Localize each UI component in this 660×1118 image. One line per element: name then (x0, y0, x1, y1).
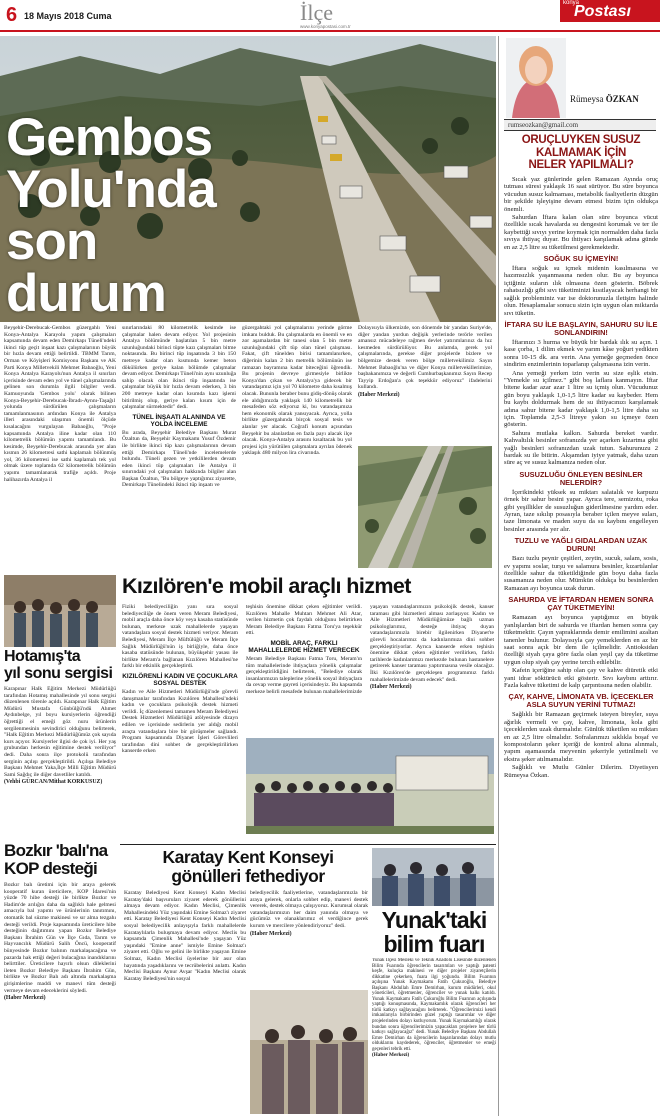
masthead-title: Postası (574, 3, 631, 20)
yunak-body: Yunak İlçesi Mesleki ve Teknik Anadolu Lisesinde düzenlenen Bilim Fuarında öğrencilerin tasarımları ve yaptığı patenti keşfe, kuluçka makinesi ve diğer projeler ziyaretçilerin dikkatine çekerken, fuara ilgi yoğundu. Bilim Fuarının açılışına Yunak Kaymakamı Fatih Çukuroğlu, Belediye Başkanı Abdullah Emre Demirhan, kurum müdürleri, okul yöneticileri, öğretmenler, öğrenciler ve yunak halkı katıldı. Yunak Kaymakamı Fatih Çukuroğlu Bilim Fuarının açılışında yaptığı konuşmasında, Kaymakamlık olarak öğrencileri her türlü katkıyı sağlayacağını belirterek. "Öğrencilerimizi kendi imkanlarıyla birbirinden güzel yaptığı tasarımlar ve diğer projelerinden dolayı kutluyorum. Yunak Kaymakamlığı olarak bundan sonra öğrencilerimizin yapacakları projelere her türlü katkıyı sağlayacağız" dedi. Yunak Belediye Başkanı Abdullah Emre Demirhan da öğrencilerin başarılarından dolayı mutlu olduklarını kaydederek, öğrenciler, öğretmenler ve emeği geçenleri tebrik etti. (372, 958, 496, 1052)
mobile-col3-author: (Haber Merkezi) (370, 684, 412, 691)
lead-inset-photo (358, 446, 492, 568)
divider-1 (120, 844, 496, 845)
mobile-col1-text-b: Kadın ve Aile Hizmetleri Müdürlüğü'nde görevli danışmanlar tarafından Kızılören Mahallesi'ndeki kadın ve çocuklara psikolojik destek hizmeti verildi. İç düzenlemesi tamamen Meram Belediyesi Destek Hizmetleri Müdürlüğü atölyesinde dizayn edilen ve içerisinde sedirlerin yer aldığı mobil araçta vatandaşlara bire bir görüşmeler sağlandı. Program kapsamında Diyanet İşleri Görevlileri tarafından dini sohbet de gerçekleştirilirken kanserde erken (122, 688, 238, 755)
mobile-vehicle-group-image (246, 738, 494, 834)
issue-date: 18 Mayıs 2018 Cuma (24, 11, 112, 21)
columnist-portrait (506, 38, 566, 118)
yunak-headline-1: Yunak'taki (381, 907, 487, 933)
lead-col1-text: Beyşehir-Derebucak-Gembos güzergahlı Yeni Konya-Antalya Karayolu yapım çalışmaları kapsamında devam eden Demirkapı Tüneli'ndeki ikinci tüp geçit inşaat kazı çalışmalarının büyük bir hızla devam ettiği belirtildi. TBMM Tarım, Orman ve Köyişleri Komisyonu Başkanı ve AK Parti Konya Milletvekili Mehmet Babaoğlu, Yeni Konya Antalya Karayolu'nun Antalya il sınırları içerisinde devam eden yol ve tünel çalışmalarında gelinen son durumla ilgili bilgiler verdi. Kamuoyunda 'Gembos yolu' olarak bilinen Konya-Beyşehir-Derebucak-İbradı-Aynnı-Taşağıl yolunda sürdürülen çalışmaların tamamlanmasının ardından Konya ile Antalya illeri arasındaki ulaşımın önemli ölçüde kısalacağını vurgulayan Babaoğlu, "Proje kapsamında Antalya iline kadar olan 110 kilometrelik bölümün yapımı tamamlandı. Bu kesimde, Beyşehir-Derebucak arasında yer alan kısmın 26 kilometresi sathi kaplamalı bölünmüş yol, 36 kilometresi ise sathi kaplamalı tek yol olmak üzere toplamda 62 kilometrelik bölümün yapımı tamamlanarak trafiğe açıldı. Proje halihazırda Antalya il (4, 325, 116, 483)
lead-headline (6, 108, 256, 323)
columnist-email-bar (504, 119, 656, 131)
column-sub-5: SAHURDA VE İFTARDAN HEMEN SONRA ÇAY TÜKETMEYİN! (508, 595, 654, 613)
columnist-email[interactable]: rumseozkan@gmail.com (508, 121, 579, 129)
lead-headline-line1: Gembos (6, 108, 213, 167)
bozkir-text (4, 882, 116, 1114)
mobile-column-1 (122, 604, 238, 842)
hotamis-photo (4, 575, 116, 647)
karatay-author: (Haber Merkezi) (250, 930, 292, 937)
lead-col2-subhead: TÜNEL İNŞAATI ALANINDA VE YOLDA İNCELEME (132, 413, 226, 428)
columnist-photo (506, 38, 566, 118)
masthead-logo (560, 0, 660, 22)
column-title-3: NELER YAPILMALI? (528, 159, 634, 171)
mobile-headline: Kızılören'e mobil araçlı hizmet (122, 574, 411, 598)
column-p9: Ramazan ayı boyunca yaptığımız en büyük yanlışlardan biri de sahurda ve iftardan hemen sonra çay tüketmektir. Çayın yapraklarında demir emilimini azaltan tanenler bulunur. Dolayısıyla çay yemeklerden en az bir saat sonra açık bir dem ile içilmelidir. Antioksidan özelliği siyah çaya göre fazla olan yeşil çay da tüketime uygun olup siyah çay yerine tercih edilebilir. (504, 614, 658, 666)
bozkir-headline-2: KOP desteği (4, 859, 98, 878)
columnist-name (570, 94, 658, 104)
karatay-col1-text: Karatay Belediyesi Kent Konseyi Kadın Meclisi Karatay'daki başvuruları ziyaret ederek gönüllerini almaya devam ediyor. Kadın Meclisi, Çimenlik Mahallesindeki Yüz yaşındaki Emine Solmaz'ı ziyaret etti. Karatay Belediyesi Kent Konseyi Kadın Meclisi sosyal belediyecilik anlayışıyla farklı mahallelerde Karataylılarla buluşmaya devam ediyor. Meclis bu kapsamda Çimenlik Mahallesi'nde yaşayan Yüz yaşındaki "Emine anne" ismiyle Emine Solmaz'ı ziyaret etti. Oğlu ve gelini ile birlikte yaşayan Emine Solmaz, Kadın Meclisi üyelerine bir asır olan hayatında yaşadıklarını ve tecrübelerini anlattı. Kadın Meclisi Başkanı Aynur Avşar "Kadın Meclisi olarak Karatay Belediyesi'nin sosyal (124, 890, 246, 982)
lead-headline-line3: son durum (6, 212, 166, 323)
karatay-photo (250, 990, 368, 1114)
column-title-2: KALMAMAK İÇİN (535, 146, 626, 159)
lead-headline-line2: Yolu'nda (6, 160, 216, 219)
header-rule (0, 30, 660, 32)
lead-column-3 (242, 325, 352, 573)
column-title-1: ORUÇLUYKEN SUSUZ (521, 134, 641, 146)
lead-col4-author: (Haber Merkezi) (358, 391, 400, 398)
hotamis-headline-2: yıl sonu sergisi (4, 665, 113, 682)
science-fair-image (372, 848, 494, 906)
columnist-first-name: Rümeysa (570, 94, 604, 104)
mobile-group-photo (246, 738, 494, 834)
column-p7: İçerikindeki yüksek su miktarı salatalık ve karpuzu örnek bir sahur besini yapar. Ayrıca tere, semizotu, roka gibi yeşillikler de susuzluğun giderilmesine yardım eder. Ayran, taze sıkılıp posasıyla beraber içilen meyve suları, taze limonata ve maden suyu da su kaybını engelleyen besinler arasında yer alır. (504, 488, 658, 533)
karatay-headline-1: Karatay Kent Konseyi (162, 847, 334, 867)
yunak-photo (372, 848, 494, 906)
column-p1: Sıcak yaz günlerinde gelen Ramazan Ayında oruç tutması süresi yaklaşık 16 saat sürüyor. Bu süre boyunca vücudun susuz kalmaması, metabolik faaliyetlerin düzgün bir şekilde işleyişine devam etmesi bizim için oldukça önemli. (504, 176, 658, 213)
column-divider (498, 36, 499, 1116)
hotamis-body: Karapınar Halk Eğitim Merkezi Müdürlüğü tarafından Hotamış mahallesinde yıl sonu sergisi düzenlenen törenle açıldı. Karapınar Halk Eğitim Müdürü Mustafa Günbülğü'ndü Ahmet Aydınbelge, yıl boyu kursiyerlerin öğrendiği öğrettiği el emeği göz nuru ürünlerin sergilenmesinin sevindirici olduğunu belirterek, "Halk Eğitim Merkezi Müdürlüğümüz çok sayıda kurs açıyor. Kursiyerler ilgisi de çok iyi. Her yaş grubundan herkesin eğitimine destek veriliyor" dedi. Daha sonra ilçe protokolü tarafından serginin açılışı gerçekleştirildi. Açılışa Belediye Başkanı Mehmet Yaka,İlçe Milli Eğitim Müdürü Sami Sağdıç ile diğer davetliler katıldı. (4, 686, 116, 778)
bozkir-headline (4, 842, 118, 878)
column-sub-2: İFTARA SU İLE BAŞLAYIN, SAHURU SU İLE SONLANDIRIN! (504, 319, 658, 337)
lead-column-2 (122, 325, 236, 573)
mobile-col2-text: teşhisin önemine dikkat çeken eğitimler verildi. Kızılören Mahalle Muhtarı Mehmet Ali Atar, verilen hizmetin çok faydalı olduğunu belirtirken Meram Belediye Başkanı Fatma Toru'ya teşekkür etti. (246, 604, 362, 637)
hotamis-headline-1: Hotamış'ta (4, 648, 81, 665)
karatay-visit-image (250, 990, 368, 1114)
mobile-col3-text: yaşayan vatandaşlarımızın psikolojik destek, kanser taraması gibi hizmetleri alması zorlaşıyor. Kadın ve Aile Hizmetleri Müdürlüğümüze bağlı uzman psikologlarımız, desteğe ihtiyaç duyan vatandaşlarımızla birebir ilgilenirken Diyanet'te görevli hocalarımız da kadınlarımıza dini sohbet gerçekleştiriyorlar. Ayrıca kanserde erken teşhisin önemine dikkat çeken eğitimler verilirken, farklı tarihlerde kadınlarımızı merkezde bulunan hastanelere getirerek kanser taraması yaptırmasına vesile olacağız. İlki Kızılören'de gerçekleşen programımız farklı mahallelerimizde devam edecek" dedi. (370, 604, 494, 683)
karatay-col2-text: belediyecilik faaliyetlerine, vatandaşlarımızla bir araya gelerek, onlarla sohbet edip, manevi destek vererek, destek olmaya çalışıyoruz. Kurumsal olarak vatandaşlarımızın her daim yanında olmaya ve gücümüz ve olanaklarımız el verdiğince gerek kurum ve mercilere yönlendiriyoruz" dedi. (250, 890, 368, 929)
karatay-headline (124, 848, 372, 886)
hotamis-author: (Vehbi GÜRCAN/Mithat KORKUSUZ) (4, 779, 103, 786)
mobile-col2-text-b: Meram Belediye Başkanı Fatma Toru, Meram'ın tüm mahallelerinde ihtiyaçlara yönelik çalışmalar gerçekleştirildiğini belirterek, "Belediye olarak insanlarımızın taleplerine yönelik sosyal ihtiyaçlara da cevap verme gayreti içerisindeyiz. Bu kapsamda merkeze belirli mesafede bulunan mahallelerimizde (246, 655, 362, 695)
karatay-headline-2: gönülleri fethediyor (171, 866, 325, 886)
column-sub-6: ÇAY, KAHVE, LİMONATA VB. İÇECEKLER ASLA SUYUN YERİNİ TUTMAZ! (508, 692, 654, 710)
bozkir-headline-1: Bozkır 'balı'na (4, 841, 108, 860)
column-body (504, 176, 658, 1116)
section-title: İlçe (300, 0, 333, 25)
yunak-author: (Haber Merkezi) (372, 1052, 410, 1059)
column-p3: İftara soğuk su içmek midenin kasılmasına ve hazımsızlık yaşanmasına neden olur. Bu ay boyunca içtiğiniz suların ılık olmasına özen gösterin. Böbrek rahatsızlığı gibi sıvı tüketiminizi kısıtlayacak herhangi bir sağlık probleminiz var ise doktorunuzla iletişim halinde olun. Hesaplamalar sonucu sizin için uygun olan miktarda sıvı tüketin. (504, 265, 658, 317)
column-p5: Ana yemeği yerken izin verin su size eşlik etsin. "Yemekle su içilmez." gibi boş laflara kanmayın. İftar bitene kadar azar azar 1 litre su içmiş olun. Vücudunuz gün boyu yaklaşık 1,0-1,5 litre kadar su kaybeder. Hem bu kaybı doldurmak hem de su ihtiyacınızı karşılamak adına sahur bitene kadar yaklaşık 1,0-1,5 litre daha su için. Toplamda 2,5-3 litreye yakın su içmeye özen gösterin. (504, 369, 658, 429)
column-p4: İftarınızı 3 hurma ve büyük bir bardak ılık su açın. 1 kase çorba, 1 dilim ekmek ve yarım kâse yoğurt yedikten sonra 10-15 dk. ara verin. Ana yemeğe geçmeden önce sindirim enzimlerinin toparlanıp çalışmasına izin verin. (504, 338, 658, 369)
lead-col3-text: güzergahtaki yol çalışmalarını yerinde görme imkanı bulduk. Bu çalışmalarda en önemli ve en zor aşamalardan bir tanesi olan 5 bin metre uzunluğundaki çift tüp olan tünel çalışması. Fakat, çift tünelden birisi tamamlanırken, diğerinin kalan 2 bin metrelik bölümünün ise ramazan bayramına kadar biteceğini öğrendik. Bu projenin devreye girmesiyle birlikte Konya'dan çıkan ve Antalya'ya gidecek bir vatandaşımız için yol 70 kilometre daha kısalmış olacak. Bununla beraber bunu gidiş-dönüş olarak ele aldığımızda yaklaşık 140 kilometrelik bir mesafeden söz ediyoruz ki, bu vatandaşımıza hem ekonomik olarak yansıyacak. Ayrıca, yolla birlikte güzergahında birçok sosyal tesis ve alanlar yer alacak. Coğrafi konum açısından Beyşehir bu alanlardan en fazla payı alacak ilçe olacak. Konya-Antalya arasını kısaltacak bu yol projesi için yürütülen çalışmalara ayrılan ödenek yaklaşık 480 milyon lira civarında. (242, 325, 352, 457)
lead-col2-text-b: Bu arada, Beyşehir Belediye Başkanı Murat Özaltun da, Beyşehir Kaymakamı Yusuf Özdemir ile birlikte ikinci tüp kazı çalışmalarının devam ettiği Demirkapı Tüneli'nde incelemelerde bulundu. Tüneli gezen ve yetkililerden devam eden ikinci tüp çalışmaları ile Antalya il sınırındaki yol çalışmaları hakkında bilgiler alan Başkan Özaltun, "Bu bölgeye yaptığımız ziyarette, Demirkapı Tünelindeki ikinci tüp inşaatı ve (122, 429, 236, 489)
hotamis-headline (4, 648, 118, 682)
bozkir-body: Bozkır balı üretimi için bir araya gelerek kooperatif kuran üreticilere, KOP İdaresi'nin yüzde 70 hibe desteği ile birlikte Bozkır ve Hadim'de arılığın daha da sağlıklı hale gelmesi amacıyla bal yapımı ve ürünlerinin tanıtımını, otomatik bal süzme makinesi ve sır alma tezgahı desteği verildi. Proje kapsamında üreticilere hibe desteğinin dağıtımını yapan Bozkır Belediye Başkanı İbrahim Gün ve İlçe Gıda, Tarım ve Hayvancılık Müdürü Salih Öncü, kooperatif bünyesinde Bozkır balının markalaşacağına ve pazarda hak ettiği değeri bulacağına inandıklarını belirttiler. Üreticilere hayırlı olsun dileklerini ileten Bozkır Belediye Başkanı İbrahim Gün, birlikte ve Bozkır Balı adı altında markalaşma girişimlerine maddi ve manevi tüm desteği vermeye devam edeceklerini söyledi. (4, 882, 116, 994)
column-title (504, 134, 658, 172)
column-sub-3: SUSUZLUĞU ÖNLEYEN BESİNLER NELERDİR? (519, 469, 643, 487)
karatay-column-1 (124, 890, 246, 1114)
section-site: www.konyapostasi.com.tr (300, 24, 351, 29)
exhibition-group-image (4, 575, 116, 647)
hotamis-text (4, 686, 116, 836)
mobile-column-3 (370, 604, 494, 736)
mobile-col1-text: Fiziki belediyeciliğin yanı sıra sosyal belediyeciliğe de önem veren Meram Belediyesi, mobil araçla daha önce köy veya kasaba statüsünde bulunan, merkeze uzak mahallelerde yaşayan vatandaşlara sosyal destek hizmeti veriyor. Meram Belediyesi, Meram İlçe Müftülüğü ve Meram İlçe Sağlık Müdürlüğü'nün iş birliğiyle, daha önce kasaba statüsünde bulunan, büyükşehir yasası ile birlikte Meram'a bağlanan Kızılören Mahallesi'ne farklı bir etkinlik gerçekleştirdi. (122, 604, 238, 670)
mobile-col2-subhead: MOBİL ARAÇ, FARKLI MAHALLELERDE HİZMET VERECEK (248, 639, 360, 654)
bozkir-author: (Haber Merkezi) (4, 995, 46, 1002)
column-p6: Sahura mutlaka kalkın. Sahurda bereket vardır. Kahvaltılık besinler sofranızda yer açarken kızartma gibi yağlı besinleri sofranızdan uzak tutun. Sahurunuzu 2 bardak su ile bitirin. Akşamdan iyiye yatmak, daha uzun süre aç ve susuz kalmanıza neden olur. (504, 429, 658, 467)
mobile-column-2 (246, 604, 362, 734)
lead-col2-text-a: sınırlarındaki 80 kilometrelik kesimde ise çalışmalar halen devam ediyor. Yol projesinin Antalya bölümünde başlatılan 5 bin metre uzunluğundaki birinci tüpte kazı çalışmaları bitme noktasında. Bu birinci tüp inşaatında 3 bin 150 metreye kadar olan kısmında kemer beton dökülürken geriye kalan bölümde çalışmalar devam ediyor. Demirkapı Tüneli'nin aynı uzunluğa sahip olacak olan ikinci tüp inşaatında ise çalışmalar büyük bir hızla devam ederken, 3 bin 200 metreye kadar olan kısımda kazı işlemi bitirilmiş olup, geriye kalan kısım için de çalışmalar sürmektedir" dedi. (122, 325, 236, 411)
lead-column-4 (358, 325, 492, 445)
yunak-headline (372, 908, 496, 956)
column-p2: Sahurdan İftara kalan olan süre boyunca vücut özellikle sıcak havalarda su dengesini korumak ve ter ile kaybettiği sıvıyı yerine koymak için normalden daha fazla sıvıya ihtiyaç duyar. Bu ihtiyacı karşılamak adına günde en az 2,5 litre su tüketilmesi gerekmektedir. (504, 214, 658, 251)
masthead-prefix: konya (563, 0, 580, 6)
yunak-headline-2: bilim fuarı (383, 931, 485, 957)
lead-col4-text: Dolayısıyla ülkemizde, son dönemde bir yandan Suriye'de, diğer yandan yurdun değişik yerlerinde terörle verilen amansız mücadeleye rağmen devlet yatırımlarınız da hız kesmeden sürdürülüyor. Bu anlamda, gerek yol çalışmalarında, gerekse diğer projelerde bizlere ve bölgemize destek veren bölge milletvekilimiz Sayın Mehmet Babaoğlu'na ve diğer Konya milletvekillerimize, başbakanımıza ve değerli Cumhurbaşkanımız Sayın Recep Tayyip Erdoğan'a çok teşekkür ediyoruz" ifadelerini kullandı. (358, 325, 492, 391)
mobile-col1-subhead: KIZILÖRENLİ KADIN VE ÇOCUKLARA SOSYAL DESTEK (122, 672, 238, 687)
yunak-text (372, 958, 496, 1116)
column-sub-4: TUZLU ve YAĞLI GIDALARDAN UZAK DURUN! (514, 536, 648, 554)
lead-column-1 (4, 325, 116, 573)
column-p10: Kafein içeriğine sahip olan çay ve kahve diüretik etki yani idrar söktürücü etki gösterir. Sıvı kaybını arttırır. Fazla kahve tüketimi de kalp çarpıntısına neden olabilir. (504, 667, 658, 689)
karatay-column-2 (250, 890, 368, 986)
page-number: 6 (6, 4, 18, 26)
column-p11: Sağlıklı bir Ramazan geçirmek isteyen bireyler, suya ağırlık vermeli ve çay, kahve, limonata, kola gibi içeceklerden uzak durmalıdır. Günlük tüketilen su miktarı en az 2,5 litre olmalıdır. Sofralarımızı sıklıkla boşaf ve kompostoların şeker içeriği de kontrol altına alınmalı, yapım aşamasında meyvenin şekeriyle yetinilmeli ve ekstra şeker atılmamalıdır. (504, 711, 658, 763)
column-p12: Sağlıklı ve Mutlu Günler Dilerim. Diyetisyen Rümeysa Özkan. (504, 764, 658, 779)
page-header (0, 0, 660, 32)
column-sub-1: SOĞUK SU İÇMEYİN! (543, 254, 619, 264)
highway-aerial-image (358, 446, 492, 568)
columnist-last-name: ÖZKAN (605, 94, 639, 104)
column-p8: Bazı tuzlu peynir çeşitleri, zeytin, sucuk, salam, sosis, ev yapımı soslar, turşu ve salamura besinler, kızartılanlar özellikle sahur da tüketildiğinde gün boyu daha fazla susamanıza neden olur. Mümkün oldukça bu besinlerden Ramazan ayı boyunca uzak durun. (504, 555, 658, 592)
